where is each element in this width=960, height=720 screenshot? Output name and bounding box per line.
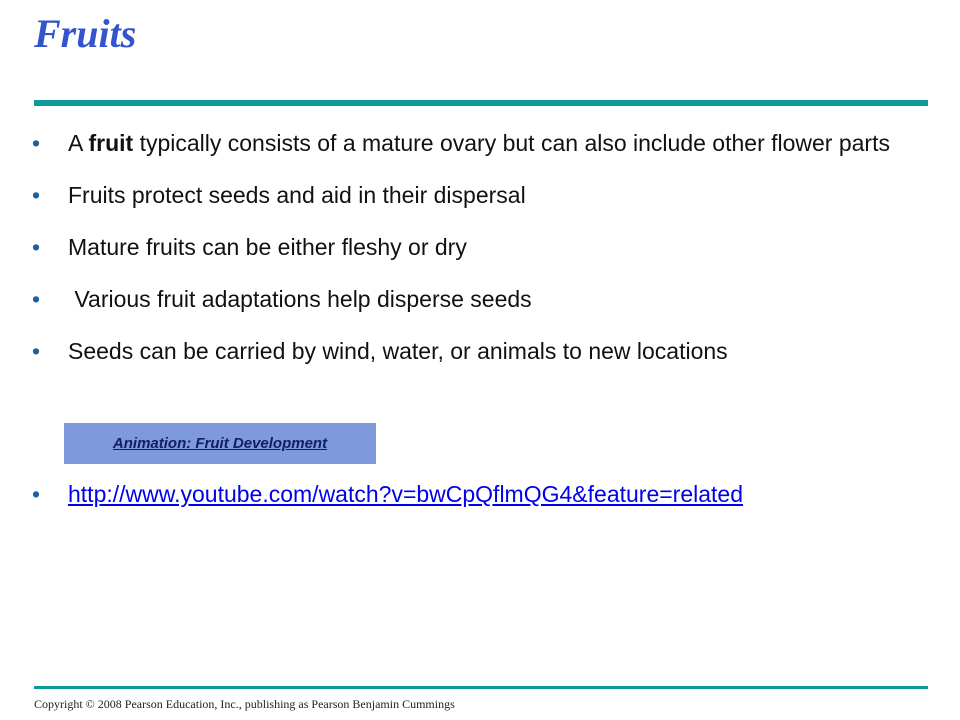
footer-divider (34, 686, 928, 689)
bullet-item (32, 284, 912, 315)
copyright-text: Copyright © 2008 Pearson Education, Inc., publishing as Pearson Benjamin Cummings (34, 697, 455, 711)
bullet-icon: • (32, 286, 41, 312)
bold-term: fruit (88, 130, 134, 156)
bullet-icon: • (32, 182, 41, 208)
bullet-text: Seeds can be carried by wind, water, or animals to new locations (68, 338, 728, 364)
bullet-icon: • (32, 234, 41, 260)
bullet-item (32, 128, 912, 159)
bullet-text: Fruits protect seeds and aid in their dispersal (68, 182, 526, 208)
youtube-link[interactable]: http://www.youtube.com/watch?v=bwCpQflmQG4&feature=related (68, 481, 743, 507)
bullet-text: Various fruit adaptations help disperse seeds (68, 286, 532, 312)
bullet-icon: • (32, 338, 41, 364)
link-bullet (32, 479, 743, 510)
bullet-icon: • (32, 481, 41, 507)
animation-button[interactable] (64, 423, 376, 464)
bullet-item (32, 180, 912, 211)
bullet-text: Mature fruits can be either fleshy or dry (68, 234, 467, 260)
title-divider (34, 100, 928, 106)
bullet-icon: • (32, 130, 41, 156)
bullet-item (32, 232, 912, 263)
bullet-text: A fruit typically consists of a mature ovary but can also include other flower parts (68, 130, 890, 156)
slide-title: Fruits (34, 11, 137, 56)
animation-button-label: Animation: Fruit Development (112, 435, 328, 452)
bullet-item (32, 336, 912, 367)
bullet-list (32, 128, 912, 388)
